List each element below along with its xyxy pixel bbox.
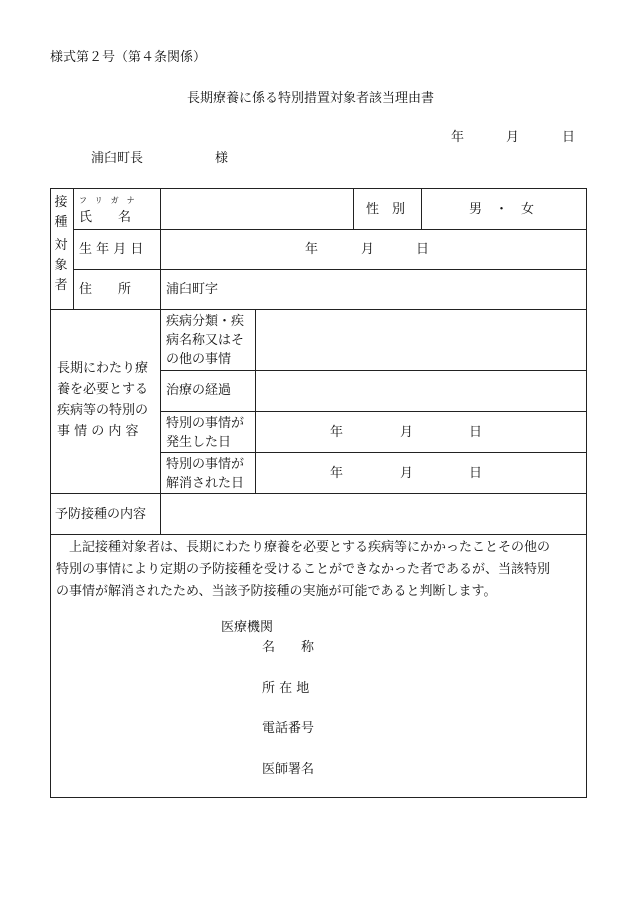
occurred-year-label: 年 [330,425,344,440]
furigana-label: フリガナ [79,196,143,205]
special-section-label: 長期にわたり療 養を必要とする 疾病等の特別の 事 情 の 内 容 [57,361,149,439]
birth-year-label: 年 [305,242,319,257]
birthdate-label: 生 年 月 日 [79,242,144,257]
disease-label: 疾病分類・疾 病名称又はそ の他の事情 [166,314,245,367]
address-label: 住 所 [79,282,132,297]
date-year-label: 年 [451,130,465,145]
name-label: 氏 名 [79,210,132,225]
resolved-month-label: 月 [400,466,414,481]
doctor-signature-label: 医師署名 [262,762,315,777]
occurred-day-label: 日 [469,425,483,440]
document-title: 長期療養に係る特別措置対象者該当理由書 [187,91,435,106]
date-month-label: 月 [506,130,520,145]
institution-heading: 医療機関 [221,620,274,635]
addressee: 浦臼町長 [91,151,144,166]
subject-section-label: 接 種 対 象 者 [54,195,68,293]
institution-phone-label: 電話番号 [262,721,315,736]
form-number: 様式第２号（第４条関係） [50,50,207,65]
occurred-date-label: 特別の事情が 発生した日 [166,416,245,450]
addressee-honorific: 様 [215,151,229,166]
treatment-course-label: 治療の経過 [166,383,232,398]
sex-options[interactable]: 男 ・ 女 [469,202,535,217]
institution-name-label: 名 称 [262,640,315,655]
resolved-day-label: 日 [469,466,483,481]
declaration-text: 上記接種対象者は、長期にわたり療養を必要とする疾病等にかかったことその他の 特別の事情により定期の予防接種を受けることができなかった者であるが、当該特別 の事情が解消されたため、当該予防接種の実施が可能であると判断します。 [56,540,551,599]
occurred-month-label: 月 [400,425,414,440]
birth-day-label: 日 [416,242,430,257]
resolved-date-label: 特別の事情が 解消された日 [166,457,245,491]
sex-label: 性 別 [366,202,406,217]
vaccination-content-label: 予防接種の内容 [55,507,147,522]
date-day-label: 日 [562,130,576,145]
resolved-year-label: 年 [330,466,344,481]
address-field[interactable]: 浦臼町字 [166,282,219,297]
institution-location-label: 所 在 地 [262,681,310,696]
birth-month-label: 月 [361,242,375,257]
